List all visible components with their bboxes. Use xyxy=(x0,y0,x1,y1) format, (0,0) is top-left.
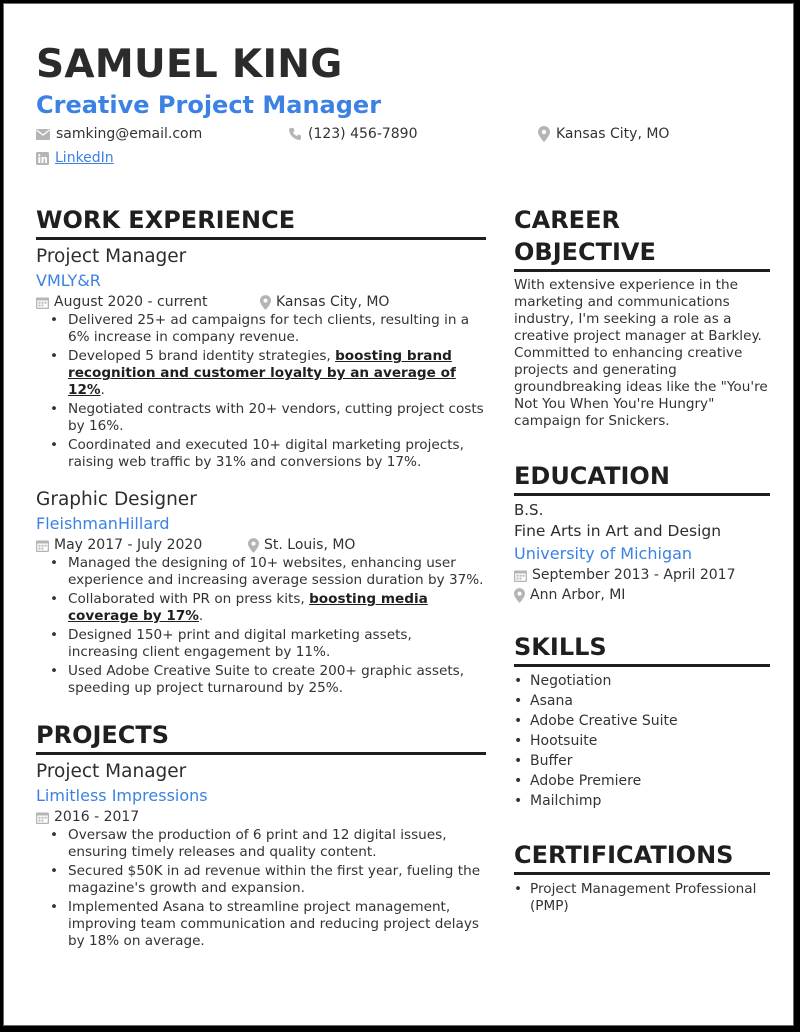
list-item: • Secured $50K in ad revenue within the first year, fueling the magazine's growth and expansion. xyxy=(36,863,486,897)
projects-heading: PROJECTS xyxy=(36,719,486,755)
work-company: VMLY&R xyxy=(36,271,101,290)
education-heading: EDUCATION xyxy=(514,460,770,496)
linkedin-link[interactable]: LinkedIn xyxy=(55,150,114,166)
heading-line: OBJECTIVE xyxy=(514,238,656,266)
list-item: • Managed the designing of 10+ websites, enhancing user experience and increasing average session duration by 37%. xyxy=(36,555,486,589)
work-entry xyxy=(36,244,486,471)
work-role: Graphic Designer xyxy=(36,489,197,510)
list-item: • Buffer xyxy=(514,751,770,771)
education-location xyxy=(514,585,770,605)
list-item: • Coordinated and executed 10+ digital marketing projects, raising web traffic by 31% and conversions by 17%. xyxy=(36,437,486,471)
objective-text: With extensive experience in the marketing and communications industry, I'm seeking a role as a creative project manager at Barkley. Committed to enhancing creative projects and generating groundbreaking ideas like the "You're Not You When You're Hungry" campaign for Snickers. xyxy=(514,277,768,429)
work-dates xyxy=(36,535,248,555)
career-objective-heading xyxy=(514,204,770,272)
email-text: samking@email.com xyxy=(56,126,203,142)
project-dates-text: 2016 - 2017 xyxy=(54,809,140,825)
calendar-icon xyxy=(36,539,49,552)
map-pin-icon xyxy=(514,588,525,603)
list-item: • Delivered 25+ ad campaigns for tech clients, resulting in a 6% increase in company revenue. xyxy=(36,312,486,346)
education-dates-text: September 2013 - April 2017 xyxy=(532,567,736,583)
education-entry xyxy=(514,500,770,605)
work-bullets xyxy=(36,555,486,697)
map-pin-icon xyxy=(538,126,550,142)
candidate-title: Creative Project Manager xyxy=(36,91,382,119)
envelope-icon xyxy=(36,129,50,140)
list-item: • Oversaw the production of 6 print and 12 digital issues, ensuring timely releases and quality content. xyxy=(36,827,486,861)
left-column xyxy=(36,204,486,952)
project-meta xyxy=(36,807,486,827)
list-item: • Project Management Professional (PMP) xyxy=(514,881,770,915)
work-entry xyxy=(36,487,486,697)
list-item: • Adobe Creative Suite xyxy=(514,711,770,731)
list-item: • Implemented Asana to streamline project management, improving team communication and reducing project delays by 18% on average. xyxy=(36,899,486,950)
phone-icon xyxy=(288,127,302,141)
list-item: • Used Adobe Creative Suite to create 200+ graphic assets, speeding up project turnaround by 25%. xyxy=(36,663,486,697)
project-entry xyxy=(36,759,486,950)
degree-field: Fine Arts in Art and Design xyxy=(514,522,722,540)
work-meta xyxy=(36,292,486,312)
contact-linkedin xyxy=(36,150,114,166)
work-experience-heading: WORK EXPERIENCE xyxy=(36,204,486,240)
list-item: • Designed 150+ print and digital marketing assets, increasing client engagement by 11%. xyxy=(36,627,486,661)
list-item: • Negotiation xyxy=(514,671,770,691)
work-company: FleishmanHillard xyxy=(36,514,170,533)
candidate-name: SAMUEL KING xyxy=(36,42,343,87)
list-item: • Developed 5 brand identity strategies, boosting brand recognition and customer loyalty by an average of 12%. xyxy=(36,348,486,399)
work-location xyxy=(248,535,355,555)
work-role: Project Manager xyxy=(36,246,187,267)
calendar-icon xyxy=(514,569,527,582)
map-pin-icon xyxy=(260,295,271,310)
contact-location xyxy=(538,126,669,142)
education-dates xyxy=(514,565,770,585)
contact-phone xyxy=(288,126,418,142)
project-bullets xyxy=(36,827,486,950)
project-role: Project Manager xyxy=(36,761,187,782)
work-location-text: St. Louis, MO xyxy=(264,537,356,553)
list-item: • Negotiated contracts with 20+ vendors, cutting project costs by 16%. xyxy=(36,401,486,435)
list-item: • Asana xyxy=(514,691,770,711)
certifications-heading: CERTIFICATIONS xyxy=(514,839,770,875)
work-meta xyxy=(36,535,486,555)
list-item: • Collaborated with PR on press kits, boosting media coverage by 17%. xyxy=(36,591,486,625)
school-name: University of Michigan xyxy=(514,544,693,563)
work-location xyxy=(260,292,389,312)
education-location-text: Ann Arbor, MI xyxy=(530,587,626,603)
work-dates-text: August 2020 - current xyxy=(54,294,208,310)
certifications-list xyxy=(514,881,770,915)
skills-list xyxy=(514,671,770,811)
location-text: Kansas City, MO xyxy=(556,126,670,142)
skills-heading: SKILLS xyxy=(514,631,770,667)
work-bullets xyxy=(36,312,486,471)
degree: B.S. xyxy=(514,501,544,519)
calendar-icon xyxy=(36,296,49,309)
work-dates xyxy=(36,292,260,312)
list-item: • Adobe Premiere xyxy=(514,771,770,791)
calendar-icon xyxy=(36,811,49,824)
project-company: Limitless Impressions xyxy=(36,786,208,805)
list-item: • Mailchimp xyxy=(514,791,770,811)
work-dates-text: May 2017 - July 2020 xyxy=(54,537,203,553)
project-dates xyxy=(36,807,139,827)
map-pin-icon xyxy=(248,538,259,553)
contact-email xyxy=(36,126,202,142)
work-location-text: Kansas City, MO xyxy=(276,294,390,310)
phone-text: (123) 456-7890 xyxy=(308,126,418,142)
resume-page xyxy=(3,3,794,1026)
heading-line: CAREER xyxy=(514,206,620,234)
right-column xyxy=(514,204,770,917)
list-item: • Hootsuite xyxy=(514,731,770,751)
linkedin-icon xyxy=(36,152,49,165)
